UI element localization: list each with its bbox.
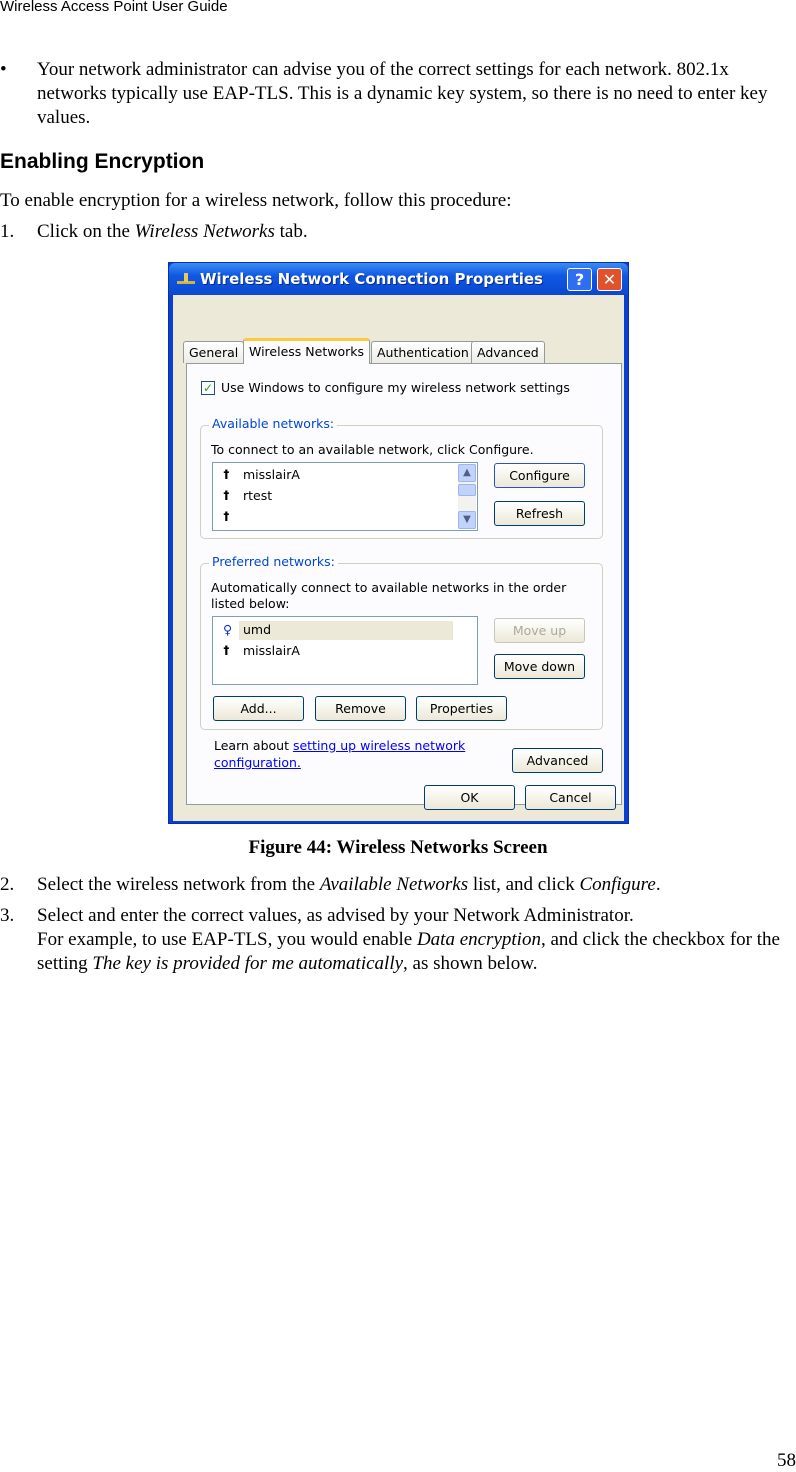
intro-text: To enable encryption for a wireless network, follow this procedure: <box>0 190 512 211</box>
learn-prefix: Learn about <box>214 738 293 753</box>
step-text: list, and click <box>468 874 580 895</box>
dialog-body <box>173 295 624 821</box>
list-item[interactable] <box>223 509 243 527</box>
step-emphasis: Wireless Networks <box>134 221 275 242</box>
step-text: For example, to use EAP-TLS, you would enable <box>37 929 417 950</box>
move-up-button[interactable]: Move up <box>494 618 585 643</box>
step-1 <box>0 220 796 244</box>
list-item[interactable] <box>223 643 300 661</box>
step-text: Click on the <box>37 221 135 242</box>
network-name: umd <box>243 622 272 637</box>
step-emphasis: The key is provided for me automatically <box>92 953 404 974</box>
preferred-networks-group <box>200 554 603 730</box>
tab-panel <box>186 363 622 805</box>
network-connection-icon <box>177 273 195 285</box>
available-networks-list[interactable] <box>212 462 478 531</box>
network-name: rtest <box>243 488 273 503</box>
learn-about-text <box>214 737 465 771</box>
scrollbar[interactable] <box>458 464 476 529</box>
cancel-button[interactable]: Cancel <box>525 785 616 810</box>
scroll-up-icon[interactable]: ▲ <box>458 464 476 482</box>
available-networks-label: Available networks: <box>209 416 337 431</box>
close-button[interactable]: ✕ <box>597 268 622 291</box>
tab-authentication[interactable]: Authentication <box>371 341 475 363</box>
page-number: 58 <box>777 1450 796 1471</box>
preferred-networks-list[interactable] <box>212 616 478 685</box>
antenna-icon: ꝉ <box>223 643 230 658</box>
selected-row-highlight <box>239 621 453 640</box>
refresh-button[interactable]: Refresh <box>494 501 585 526</box>
bullet-text: Your network administrator can advise you of the correct settings for each network. 802.1x networks typically use EAP-TLS. This is a dynamic key system, so there is no need to enter key values. <box>37 59 768 128</box>
step-number: 2. <box>0 874 15 895</box>
dialog-title: Wireless Network Connection Properties <box>200 270 543 288</box>
antenna-icon: ꝉ <box>223 488 230 503</box>
setup-help-link[interactable]: setting up wireless network <box>292 738 466 753</box>
properties-button[interactable]: Properties <box>416 696 507 721</box>
step-text: , as shown below. <box>403 953 538 974</box>
scroll-thumb[interactable] <box>458 484 476 496</box>
step-3 <box>0 904 796 976</box>
preferred-networks-label: Preferred networks: <box>209 554 338 569</box>
preferred-antenna-icon: ♀ <box>223 622 233 637</box>
antenna-icon: ꝉ <box>223 467 230 482</box>
scroll-down-icon[interactable]: ▼ <box>458 511 476 529</box>
move-down-button[interactable]: Move down <box>494 654 585 679</box>
step-text: , and click the checkbox for the setting <box>37 929 780 974</box>
tab-advanced[interactable]: Advanced <box>471 341 545 363</box>
list-item[interactable] <box>223 622 271 640</box>
wireless-properties-dialog <box>168 262 629 824</box>
network-name: misslairA <box>243 467 300 482</box>
use-windows-checkbox[interactable]: ✓ <box>202 381 214 395</box>
configure-button[interactable]: Configure <box>494 463 585 488</box>
available-networks-group <box>200 416 603 539</box>
step-emphasis: Available Networks <box>319 874 469 895</box>
step-text: tab. <box>274 221 308 242</box>
list-item[interactable] <box>223 467 300 485</box>
step-text: Select the wireless network from the <box>37 874 320 895</box>
antenna-icon: ꝉ <box>223 509 230 524</box>
help-button[interactable]: ? <box>567 268 592 291</box>
step-number: 3. <box>0 905 15 926</box>
advanced-button[interactable]: Advanced <box>512 748 603 773</box>
tab-general[interactable]: General <box>183 341 244 363</box>
add-button[interactable]: Add... <box>213 696 304 721</box>
setup-help-link-cont[interactable]: configuration. <box>214 755 301 770</box>
available-hint: To connect to an available network, click Configure. <box>211 442 534 457</box>
step-text: . <box>655 874 661 895</box>
page-header: Wireless Access Point User Guide <box>0 0 228 15</box>
list-item[interactable] <box>223 488 272 506</box>
title-bar[interactable] <box>169 263 628 295</box>
step-2 <box>0 873 796 897</box>
step-text: Select and enter the correct values, as advised by your Network Administrator. <box>37 905 634 926</box>
section-heading: Enabling Encryption <box>0 150 205 173</box>
remove-button[interactable]: Remove <box>315 696 406 721</box>
step-number: 1. <box>0 221 15 242</box>
network-name: misslairA <box>243 643 300 658</box>
ok-button[interactable]: OK <box>424 785 515 810</box>
tab-wireless-networks[interactable]: Wireless Networks <box>243 338 370 364</box>
step-emphasis: Data encryption <box>416 929 541 950</box>
step-emphasis: Configure <box>579 874 656 895</box>
bullet-dot: • <box>0 59 7 80</box>
preferred-hint: Automatically connect to available networks in the order listed below: <box>211 580 567 611</box>
use-windows-label: Use Windows to configure my wireless network settings <box>221 380 570 395</box>
figure-caption: Figure 44: Wireless Networks Screen <box>248 837 548 858</box>
